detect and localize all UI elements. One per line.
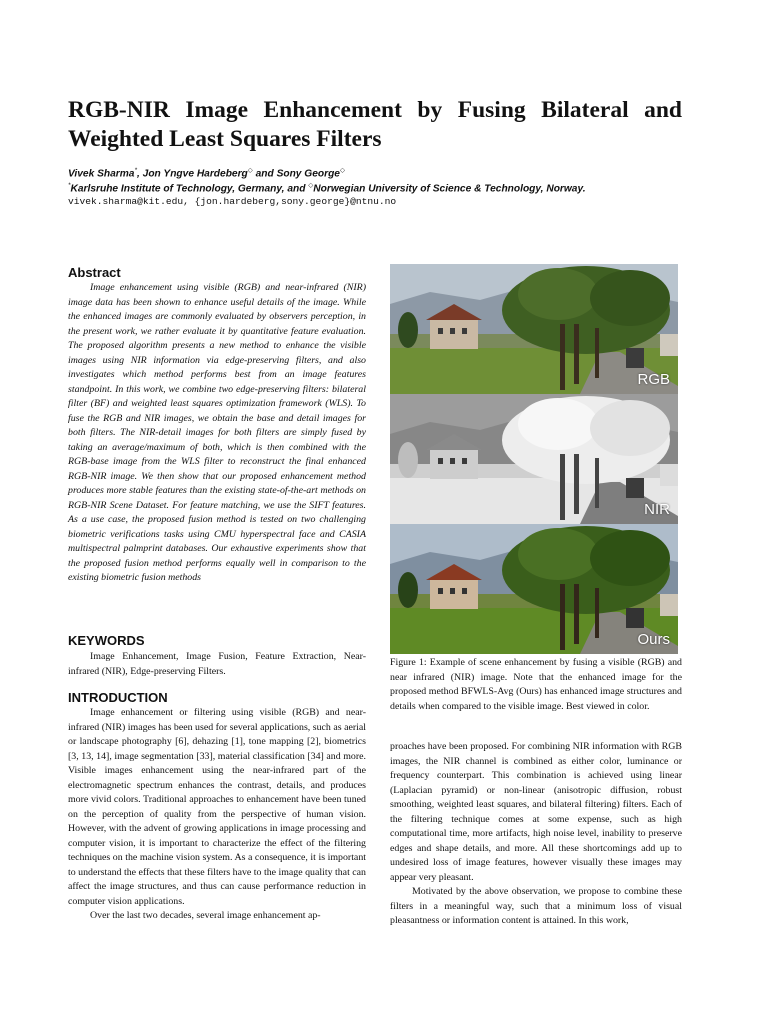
scene-photo [390, 394, 678, 524]
affiliation-mark: * [68, 182, 71, 189]
keywords-body [68, 650, 366, 679]
abstract-body [68, 281, 366, 586]
panel-label: NIR [644, 501, 670, 518]
figure-caption: Figure 1: Example of scene enhancement by fusing a visible (RGB) and near infrared (NIR) image. Note that the enhanced image for the proposed method BFWLS-Avg (Ours) has enhanced image structures and details when compared to the visible image. Best viewed in color. [390, 657, 682, 712]
figure-1 [390, 264, 678, 654]
figure-panel-rgb [390, 264, 678, 394]
keywords-text: Image Enhancement, Image Fusion, Feature Extraction, Near-infrared (NIR), Edge-preserving Filters. [68, 651, 366, 677]
affiliations [68, 181, 586, 194]
author-separator: , [136, 168, 143, 180]
author-name: Sony George [276, 168, 340, 180]
abstract-heading: Abstract [68, 265, 121, 280]
paragraph: proaches have been proposed. For combining NIR information with RGB images, the NIR channel is combined as either color, luminance or frequency counterpart. This combination is achieved using linear (Laplacian pyramid) or non-linear (anisotropic diffusion, robust smoothing, weighted least squares, and bilateral filtering) filters. Each of the filtering technique comes at some expense, such as high computational time, more artifacts, high noise level, inability to preserve edges and shape details, and more. All these shortcomings add up to undesired loss of image features, however visually these images may appear very pleasant. [390, 741, 682, 883]
affiliation-mark: * [134, 167, 137, 174]
introduction-body-continued [390, 740, 682, 929]
paragraph: Motivated by the above observation, we propose to combine these filters in a meaningful way, such that a minimum loss of visual pleasantness or information content is attained. In this work, [390, 886, 682, 926]
institution: Karlsruhe Institute of Technology, Germany, and [70, 183, 306, 195]
panel-label: Ours [637, 631, 670, 648]
author-list [68, 166, 345, 179]
affiliation-mark: ◇ [308, 182, 314, 189]
affiliation-mark: ◇ [247, 167, 253, 174]
introduction-body [68, 706, 366, 924]
abstract-text: Image enhancement using visible (RGB) and near-infrared (NIR) image data has been shown to enhance useful details of the image. While the enhanced images are commonly evaluated by observers perception, in the present work, we rather evaluate it by quantitative feature evaluation. The proposed algorithm presents a new method to enhance the visible images using NIR information via edge-preserving filters, and also investigates which method performs best from an image features standpoint. In this work, we combine two edge-preserving filters: bilateral filter (BF) and weighted least squares optimization framework (WLS). To fuse the RGB and NIR images, we obtain the base and detail images for both filters. The NIR-detail images for both filters are simply fused by taking an average/maximum of both, which is then combined with the RGB-base image from the WLS filter to reconstruct the final enhanced RGB-NIR image. We then show that our proposed enhancement method produces more stable features than the existing state-of-the-art methods on RGB-NIR Scene Dataset. For feature matching, we use the SIFT features. As a use case, the proposed fusion method is tested on two challenging biometric verifications tasks using CMU hyperspectral face and CASIA multispectral palmprint databases. Our exhaustive experiments show that the proposed fusion method performs equally well in comparison to the existing biometric fusion methods [68, 282, 366, 583]
scene-photo [390, 264, 678, 394]
institution: Norwegian University of Science & Technology, Norway. [313, 183, 586, 195]
paragraph: Image enhancement or filtering using visible (RGB) and near-infrared (NIR) images has been used for several applications, such as aerial or landscape photography [6], dehazing [1], tone mapping [2], biometrics [3, 13, 14], image segmentation [33], material classification [34] and more. Visible images enhancement using the near-infrared part of the electromagnetic spectrum enhances the contrast, details, and produces more vivid colors. Traditional approaches to enhancement have been tuned on the perception of quality from the perspective of human vision. However, with the advent of growing applications in image processing and computer vision, it is important to characterize the effect of the filtering techniques on the machine vision system. As a consequence, it is important to understand the effects that these filters have to the image quality that can affect the image structures, and thus can cause performance reduction in computer vision applications. [68, 707, 366, 907]
author-name: Vivek Sharma [68, 168, 135, 180]
panel-label: RGB [637, 371, 670, 388]
scene-photo [390, 524, 678, 654]
introduction-heading: INTRODUCTION [68, 690, 168, 705]
affiliation-mark: ◇ [339, 167, 345, 174]
keywords-heading: KEYWORDS [68, 633, 145, 648]
author-separator: and [252, 168, 277, 180]
figure-panel-ours [390, 524, 678, 654]
author-name: Jon Yngve Hardeberg [142, 168, 248, 180]
figure-panel-nir [390, 394, 678, 524]
paper-title: RGB-NIR Image Enhancement by Fusing Bilateral and Weighted Least Squares Filters [68, 97, 682, 152]
paragraph: Over the last two decades, several image enhancement ap- [90, 910, 321, 921]
author-emails: vivek.sharma@kit.edu, {jon.hardeberg,sony.george}@ntnu.no [68, 196, 397, 207]
